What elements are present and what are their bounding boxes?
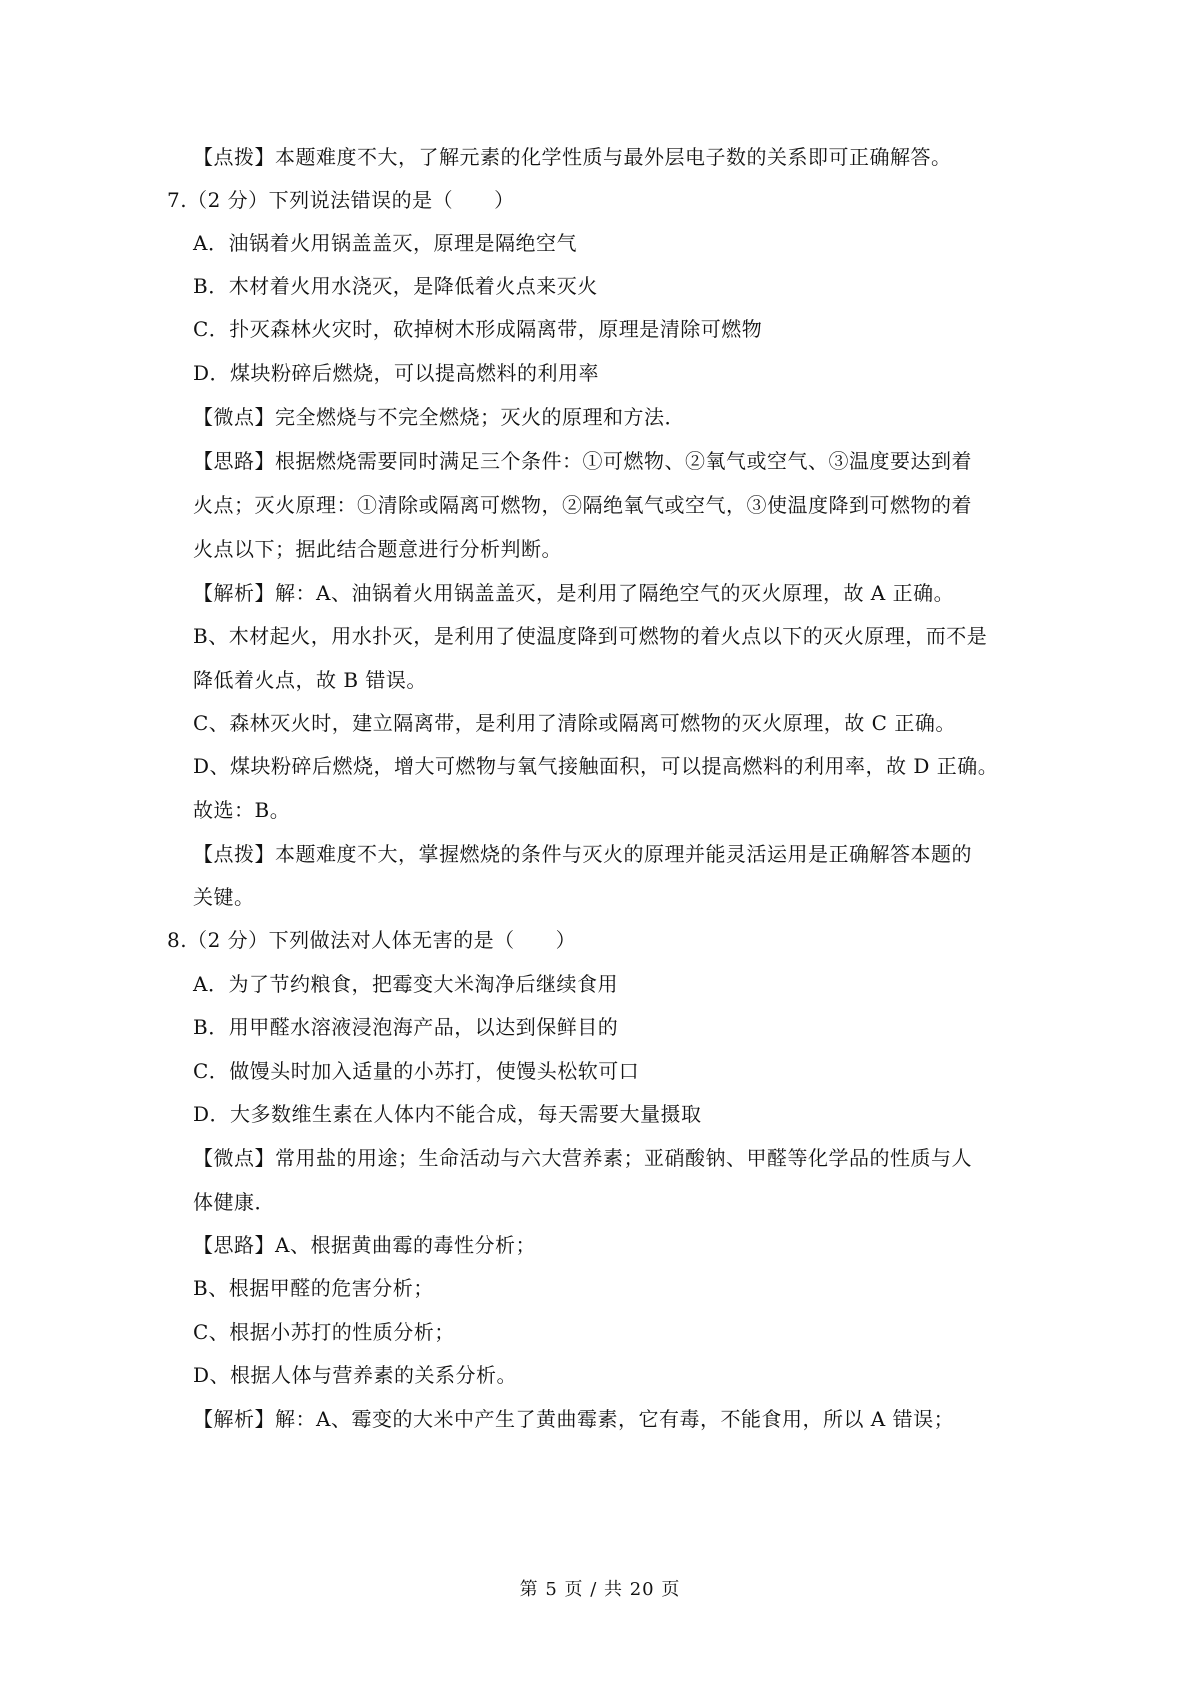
text-line: C、根据小苏打的性质分析；	[193, 1320, 455, 1344]
option-line: D．大多数维生素在人体内不能合成，每天需要大量摄取	[193, 1102, 702, 1126]
text-line: 体健康．	[193, 1190, 275, 1214]
text-line: 【思路】根据燃烧需要同时满足三个条件：①可燃物、②氧气或空气、③温度要达到着	[193, 449, 972, 473]
page-footer: 第 5 页 / 共 20 页	[519, 1579, 681, 1600]
text-line: D、煤块粉碎后燃烧，增大可燃物与氧气接触面积，可以提高燃料的利用率，故 D 正确。	[193, 754, 999, 778]
text-line: 关键。	[193, 885, 255, 909]
option-line: B．用甲醛水溶液浸泡海产品，以达到保鲜目的	[193, 1015, 619, 1039]
text-line: 火点；灭火原理：①清除或隔离可燃物，②隔绝氧气或空气，③使温度降到可燃物的着	[193, 493, 972, 517]
text-line: 火点以下；据此结合题意进行分析判断。	[193, 537, 562, 561]
text-line: 【思路】A、根据黄曲霉的毒性分析；	[193, 1233, 536, 1257]
option-line: A．油锅着火用锅盖盖灭，原理是隔绝空气	[193, 231, 577, 255]
text-line: 【微点】常用盐的用途；生命活动与六大营养素；亚硝酸钠、甲醛等化学品的性质与人	[193, 1146, 972, 1170]
option-line: A．为了节约粮食，把霉变大米淘净后继续食用	[193, 972, 618, 996]
option-line: C．做馒头时加入适量的小苏打，使馒头松软可口	[193, 1059, 640, 1083]
option-line: B．木材着火用水浇灭，是降低着火点来灭火	[193, 274, 598, 298]
text-line: 【解析】解：A、油锅着火用锅盖盖灭，是利用了隔绝空气的灭火原理，故 A 正确。	[193, 581, 955, 605]
option-line: D．煤块粉碎后燃烧，可以提高燃料的利用率	[193, 361, 600, 385]
question-heading: 7.（2 分）下列说法错误的是（ ）	[167, 188, 515, 212]
text-line: 【点拨】本题难度不大，掌握燃烧的条件与灭火的原理并能灵活运用是正确解答本题的	[193, 842, 972, 866]
text-line: 【微点】完全燃烧与不完全燃烧；灭火的原理和方法．	[193, 405, 685, 429]
text-line: D、根据人体与营养素的关系分析。	[193, 1363, 518, 1387]
text-line: B、根据甲醛的危害分析；	[193, 1276, 434, 1300]
text-line: 【点拨】本题难度不大，了解元素的化学性质与最外层电子数的关系即可正确解答。	[193, 145, 952, 169]
question-heading: 8.（2 分）下列做法对人体无害的是（ ）	[167, 928, 577, 952]
text-line: B、木材起火，用水扑灭，是利用了使温度降到可燃物的着火点以下的灭火原理，而不是	[193, 624, 988, 648]
text-line: 【解析】解：A、霉变的大米中产生了黄曲霉素，它有毒，不能食用，所以 A 错误；	[193, 1407, 955, 1431]
text-line: C、森林灭火时，建立隔离带，是利用了清除或隔离可燃物的灭火原理，故 C 正确。	[193, 711, 956, 735]
text-line: 故选：B。	[193, 798, 291, 822]
text-line: 降低着火点，故 B 错误。	[193, 668, 427, 692]
option-line: C．扑灭森林火灾时，砍掉树木形成隔离带，原理是清除可燃物	[193, 317, 763, 341]
